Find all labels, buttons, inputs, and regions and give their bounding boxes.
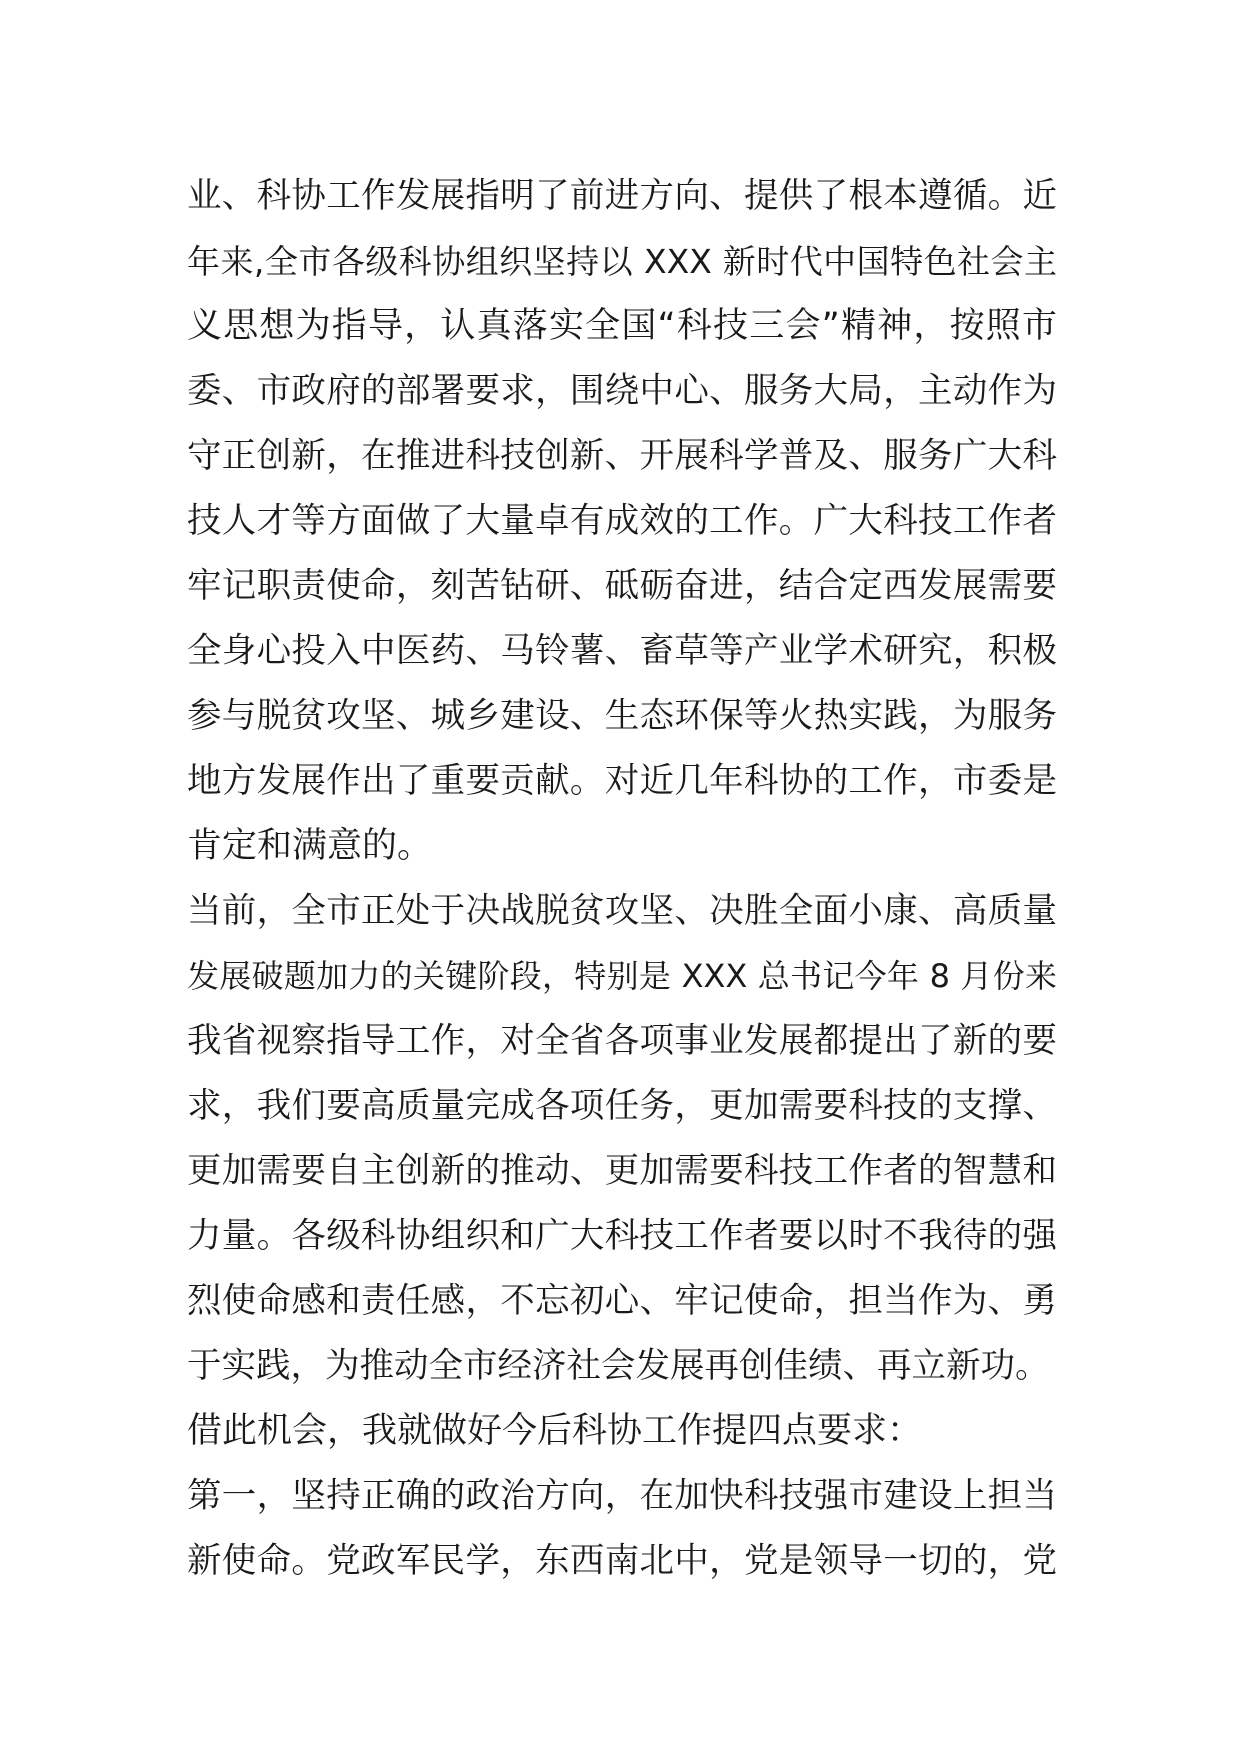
text-line: 新使命。党政军民学，东西南北中，党是领导一切的，党 bbox=[187, 1541, 1057, 1581]
text-line: 烈使命感和责任感，不忘初心、牢记使命，担当作为、勇 bbox=[187, 1281, 1057, 1321]
text-line: 地方发展作出了重要贡献。对近几年科协的工作，市委是 bbox=[187, 761, 1057, 801]
text-line: 我省视察指导工作，对全省各项事业发展都提出了新的要 bbox=[187, 1021, 1057, 1061]
text-line: 参与脱贫攻坚、城乡建设、生态环保等火热实践，为服务 bbox=[187, 696, 1057, 736]
text-line: 第一，坚持正确的政治方向，在加快科技强市建设上担当 bbox=[187, 1476, 1057, 1516]
text-line: 业、科协工作发展指明了前进方向、提供了根本遵循。近 bbox=[187, 176, 1057, 216]
text-line: 义思想为指导，认真落实全国“科技三会”精神，按照市 bbox=[187, 306, 1057, 346]
text-line: 技人才等方面做了大量卓有成效的工作。广大科技工作者 bbox=[187, 501, 1057, 541]
text-line: 全身心投入中医药、马铃薯、畜草等产业学术研究，积极 bbox=[187, 631, 1057, 671]
text-line: 发展破题加力的关键阶段，特别是 XXX 总书记今年 8 月份来 bbox=[187, 957, 1057, 995]
document-body bbox=[187, 164, 1057, 1594]
text-line: 年来,全市各级科协组织坚持以 XXX 新时代中国特色社会主 bbox=[187, 242, 1057, 281]
paragraph-end-line: 借此机会，我就做好今后科协工作提四点要求： bbox=[187, 1411, 923, 1451]
paragraph-end-line: 肯定和满意的。 bbox=[187, 826, 433, 866]
text-line: 委、市政府的部署要求，围绕中心、服务大局，主动作为 bbox=[187, 371, 1057, 411]
text-line: 牢记职责使命，刻苦钻研、砥砺奋进，结合定西发展需要 bbox=[187, 566, 1057, 606]
text-line: 力量。各级科协组织和广大科技工作者要以时不我待的强 bbox=[187, 1216, 1057, 1256]
text-line: 当前，全市正处于决战脱贫攻坚、决胜全面小康、高质量 bbox=[187, 891, 1057, 931]
paragraph-end-line: 于实践，为推动全市经济社会发展再创佳绩、再立新功。 bbox=[187, 1346, 1050, 1386]
text-line: 更加需要自主创新的推动、更加需要科技工作者的智慧和 bbox=[187, 1151, 1057, 1191]
text-line: 守正创新，在推进科技创新、开展科学普及、服务广大科 bbox=[187, 436, 1057, 476]
text-line: 求，我们要高质量完成各项任务，更加需要科技的支撑、 bbox=[187, 1086, 1057, 1126]
